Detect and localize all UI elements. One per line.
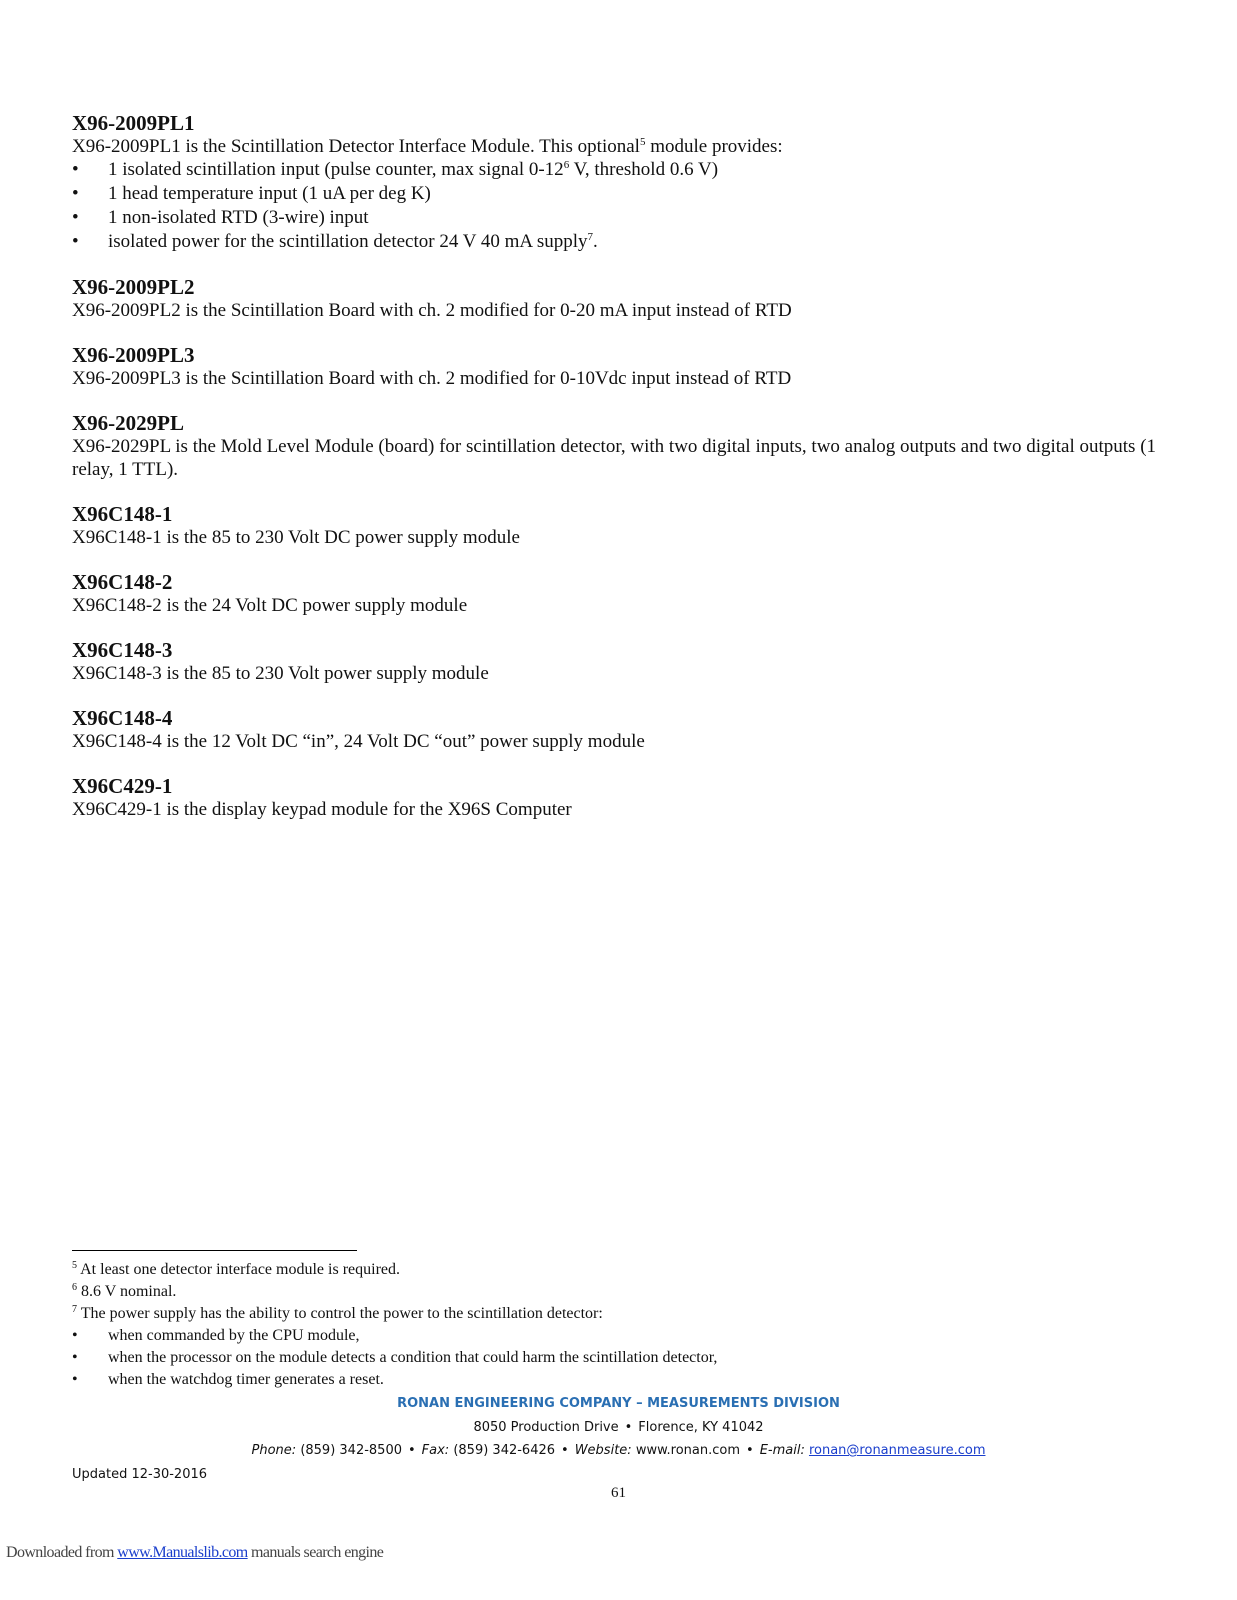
bullet-icon: • (746, 1443, 754, 1458)
section-text: X96-2009PL1 is the Scintillation Detector Interface Module. This optional$^5$ module provides: (72, 136, 783, 157)
email-link[interactable]: ronan@ronanmeasure.com (808, 1443, 986, 1458)
section-x96c148-1 (72, 503, 1172, 549)
section-x96c148-4 (72, 707, 1172, 753)
section-x96-2009pl3 (72, 344, 1172, 390)
section-title: X96C148-1 (72, 502, 173, 526)
section-title: X96C148-3 (72, 638, 173, 662)
footnote-6: $^6$ 8.6 V nominal. (72, 1282, 177, 1300)
bullet-icon: • (72, 1349, 78, 1366)
bullet-icon: • (561, 1443, 569, 1458)
updated-date: Updated 12-30-2016 (72, 1467, 208, 1482)
footnotes (72, 1259, 1172, 1391)
list-item: • 1 non-isolated RTD (3-wire) input (72, 207, 369, 228)
footnote-divider (72, 1250, 357, 1251)
contact-line: Phone: (859) 342-8500 • Fax: (859) 342-6426 • Website: www.ronan.com • E-mail: ronan@ronanmeasure.com (251, 1443, 986, 1458)
footnote-list (72, 1325, 1172, 1391)
company-name: RONAN ENGINEERING COMPANY – MEASUREMENTS DIVISION (397, 1396, 840, 1411)
bullet-icon: • (72, 159, 79, 180)
section-text: X96-2029PL is the Mold Level Module (board) for scintillation detector, with two digital inputs, two analog outputs and two digital outputs (1 relay, 1 TTL). (72, 436, 1157, 480)
bullet-icon: • (72, 1371, 78, 1388)
bullet-icon: • (72, 207, 79, 228)
list-item: • when commanded by the CPU module, (72, 1325, 1172, 1347)
page-number: 61 (611, 1485, 626, 1501)
bullet-icon: • (72, 183, 79, 204)
section-text: X96-2009PL2 is the Scintillation Board with ch. 2 modified for 0-20 mA input instead of RTD (72, 300, 792, 321)
section-title: X96C148-2 (72, 570, 173, 594)
section-x96c148-3 (72, 639, 1172, 685)
section-text: X96C429-1 is the display keypad module for the X96S Computer (72, 799, 572, 820)
bullet-icon: • (72, 231, 79, 252)
section-x96c148-2 (72, 571, 1172, 617)
document-body (72, 112, 1172, 843)
section-x96-2009pl2 (72, 276, 1172, 322)
feature-list (72, 158, 1172, 254)
section-title: X96-2029PL (72, 411, 184, 435)
bullet-icon: • (408, 1443, 416, 1458)
list-item: • when the processor on the module detects a condition that could harm the scintillation detector, (72, 1347, 1172, 1369)
footnote-ref[interactable]: 5 (639, 136, 646, 148)
section-title: X96-2009PL1 (72, 111, 195, 135)
footnote-7: $^7$ The power supply has the ability to control the power to the scintillation detector: (72, 1304, 603, 1322)
section-title: X96-2009PL2 (72, 275, 195, 299)
section-text: X96C148-2 is the 24 Volt DC power supply module (72, 595, 468, 616)
bullet-icon: • (72, 1327, 78, 1344)
fax-number: (859) 342-6426 (453, 1443, 556, 1458)
website-text: www.ronan.com (635, 1443, 741, 1458)
section-text: X96-2009PL3 is the Scintillation Board with ch. 2 modified for 0-10Vdc input instead of RTD (72, 368, 792, 389)
list-item: • when the watchdog timer generates a reset. (72, 1369, 1172, 1391)
section-text: X96C148-4 is the 12 Volt DC “in”, 24 Volt DC “out” power supply module (72, 731, 645, 752)
download-watermark: Downloaded from www.Manualslib.com manuals search engine (6, 1544, 384, 1561)
section-text: X96C148-1 is the 85 to 230 Volt DC power supply module (72, 527, 520, 548)
manualslib-link[interactable]: www.Manualslib.com (117, 1544, 248, 1561)
section-x96-2029pl (72, 412, 1172, 481)
section-title: X96-2009PL3 (72, 343, 195, 367)
section-x96c429-1 (72, 775, 1172, 821)
footnote-ref[interactable]: 7 (587, 231, 593, 243)
footnote-5: $^5$ At least one detector interface module is required. (72, 1260, 400, 1278)
section-title: X96C429-1 (72, 774, 173, 798)
section-title: X96C148-4 (72, 706, 173, 730)
company-address: 8050 Production Drive • Florence, KY 41042 (473, 1420, 764, 1435)
section-text: X96C148-3 is the 85 to 230 Volt power supply module (72, 663, 489, 684)
bullet-icon: • (624, 1420, 633, 1435)
footnote-ref[interactable]: 6 (563, 159, 570, 171)
list-item: • isolated power for the scintillation detector 24 V 40 mA supply$^7$. (72, 231, 598, 252)
list-item: • 1 head temperature input (1 uA per deg K) (72, 183, 431, 204)
section-x96-2009pl1 (72, 112, 1172, 254)
list-item: • 1 isolated scintillation input (pulse counter, max signal $0-12^6$ V, threshold 0.6 V) (72, 159, 719, 180)
phone-number: (859) 342-8500 (300, 1443, 402, 1458)
